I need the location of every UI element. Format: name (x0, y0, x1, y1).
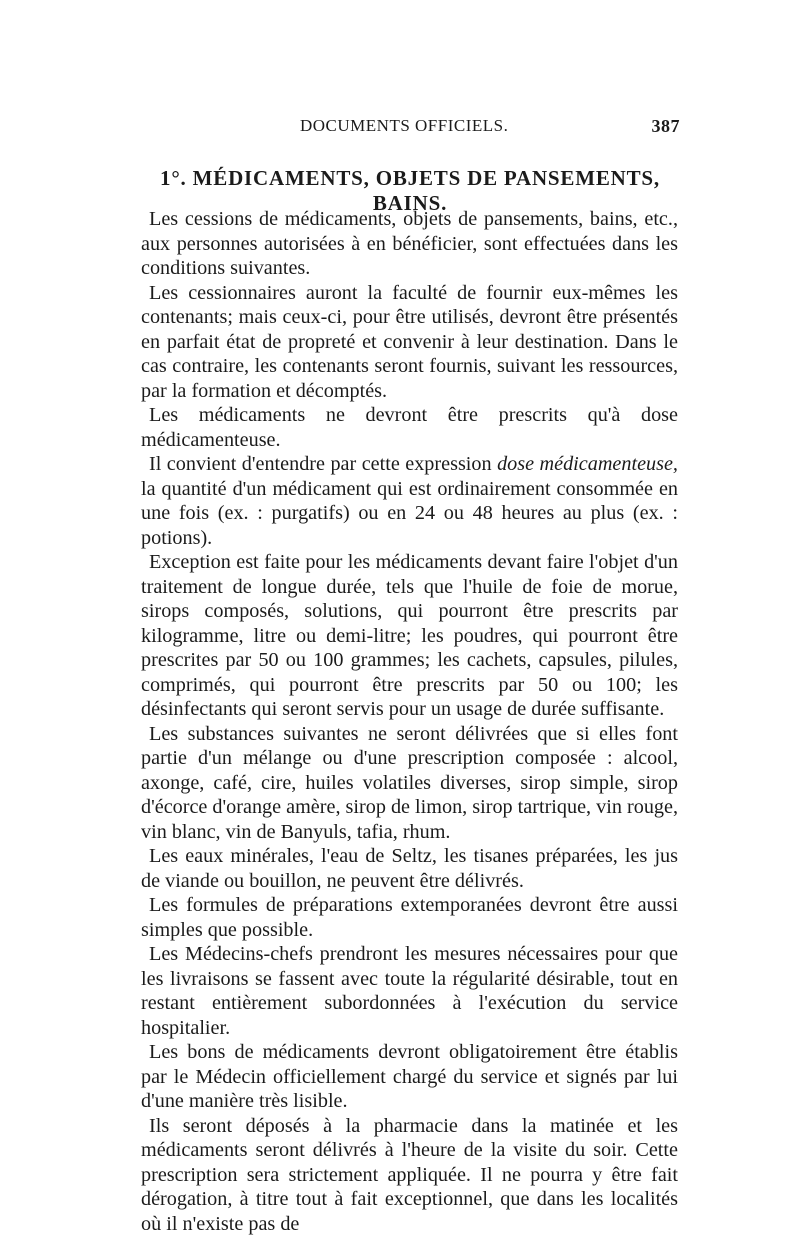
paragraph: Les substances suivantes ne seront délivrées que si elles font partie d'un mélange ou d'une prescription composée : alcool, axonge, café, cire, huiles volatiles diverses, sirop simple, sirop d'écorce d'orange amère, sirop de limon, sirop tartrique, vin rouge, vin blanc, vin de Banyuls, tafia, rhum. (141, 722, 679, 843)
paragraph: Les cessions de médicaments, objets de pansements, bains, etc., aux personnes autorisées à en bénéficier, sont effectuées dans les conditions suivantes. (141, 208, 678, 279)
body-text (141, 207, 678, 1236)
paragraph: Les cessionnaires auront la faculté de fournir eux-mêmes les contenants; mais ceux-ci, pour être utilisés, devront être présentés en parfait état de propreté et convenir à leur destination. Dans le cas contraire, les contenants seront fournis, suivant les ressources, par la formation et décomptés. (141, 281, 678, 402)
paragraph: Ils seront déposés à la pharmacie dans la matinée et les médicaments seront délivrés à l'heure de la visite du soir. Cette prescription sera strictement appliquée. Il ne pourra y être fait dérogation, à titre tout à fait exceptionnel, que dans les localités où il n'existe pas de (141, 1114, 678, 1235)
paragraph-text: Il convient d'entendre par cette expression (149, 453, 498, 475)
italic-term: dose médicamenteuse, (497, 453, 678, 475)
running-header (140, 116, 680, 140)
paragraph-text: la quantité d'un médicament qui est ordinairement consommée en une fois (ex. : purgatifs) ou en 24 ou 48 heures au plus (ex. : potions). (141, 477, 678, 549)
paragraph: Les formules de préparations extemporanées devront être aussi simples que possible. (141, 894, 678, 941)
section-title: 1°. MÉDICAMENTS, OBJETS DE PANSEMENTS, BAINS. (160, 166, 660, 215)
paragraph: Exception est faite pour les médicaments devant faire l'objet d'un traitement de longue durée, tels que l'huile de foie de morue, sirops composés, solutions, qui pourront être prescrits par kilogramme, litre ou demi-litre; les poudres, qui pourront être prescrites par 50 ou 100 grammes; les cachets, capsules, pilules, comprimés, qui pourront être prescrits par 50 ou 100; les désinfectants qui seront servis pour un usage de durée suffisante. (141, 551, 678, 720)
paragraph (141, 452, 678, 550)
running-title: DOCUMENTS OFFICIELS. (300, 116, 509, 135)
page-number: 387 (651, 116, 680, 136)
paragraph: Les bons de médicaments devront obligatoirement être établis par le Médecin officiellement chargé du service et signés par lui d'une manière très lisible. (141, 1041, 678, 1112)
paragraph: Les Médecins-chefs prendront les mesures nécessaires pour que les livraisons se fassent avec toute la régularité désirable, tout en restant entièrement subordonnées à l'exécution du service hospitalier. (141, 943, 678, 1039)
paragraph: Les eaux minérales, l'eau de Seltz, les tisanes préparées, les jus de viande ou bouillon, ne peuvent être délivrés. (141, 845, 678, 892)
paragraph: Les médicaments ne devront être prescrits qu'à dose médicamenteuse. (141, 404, 678, 451)
